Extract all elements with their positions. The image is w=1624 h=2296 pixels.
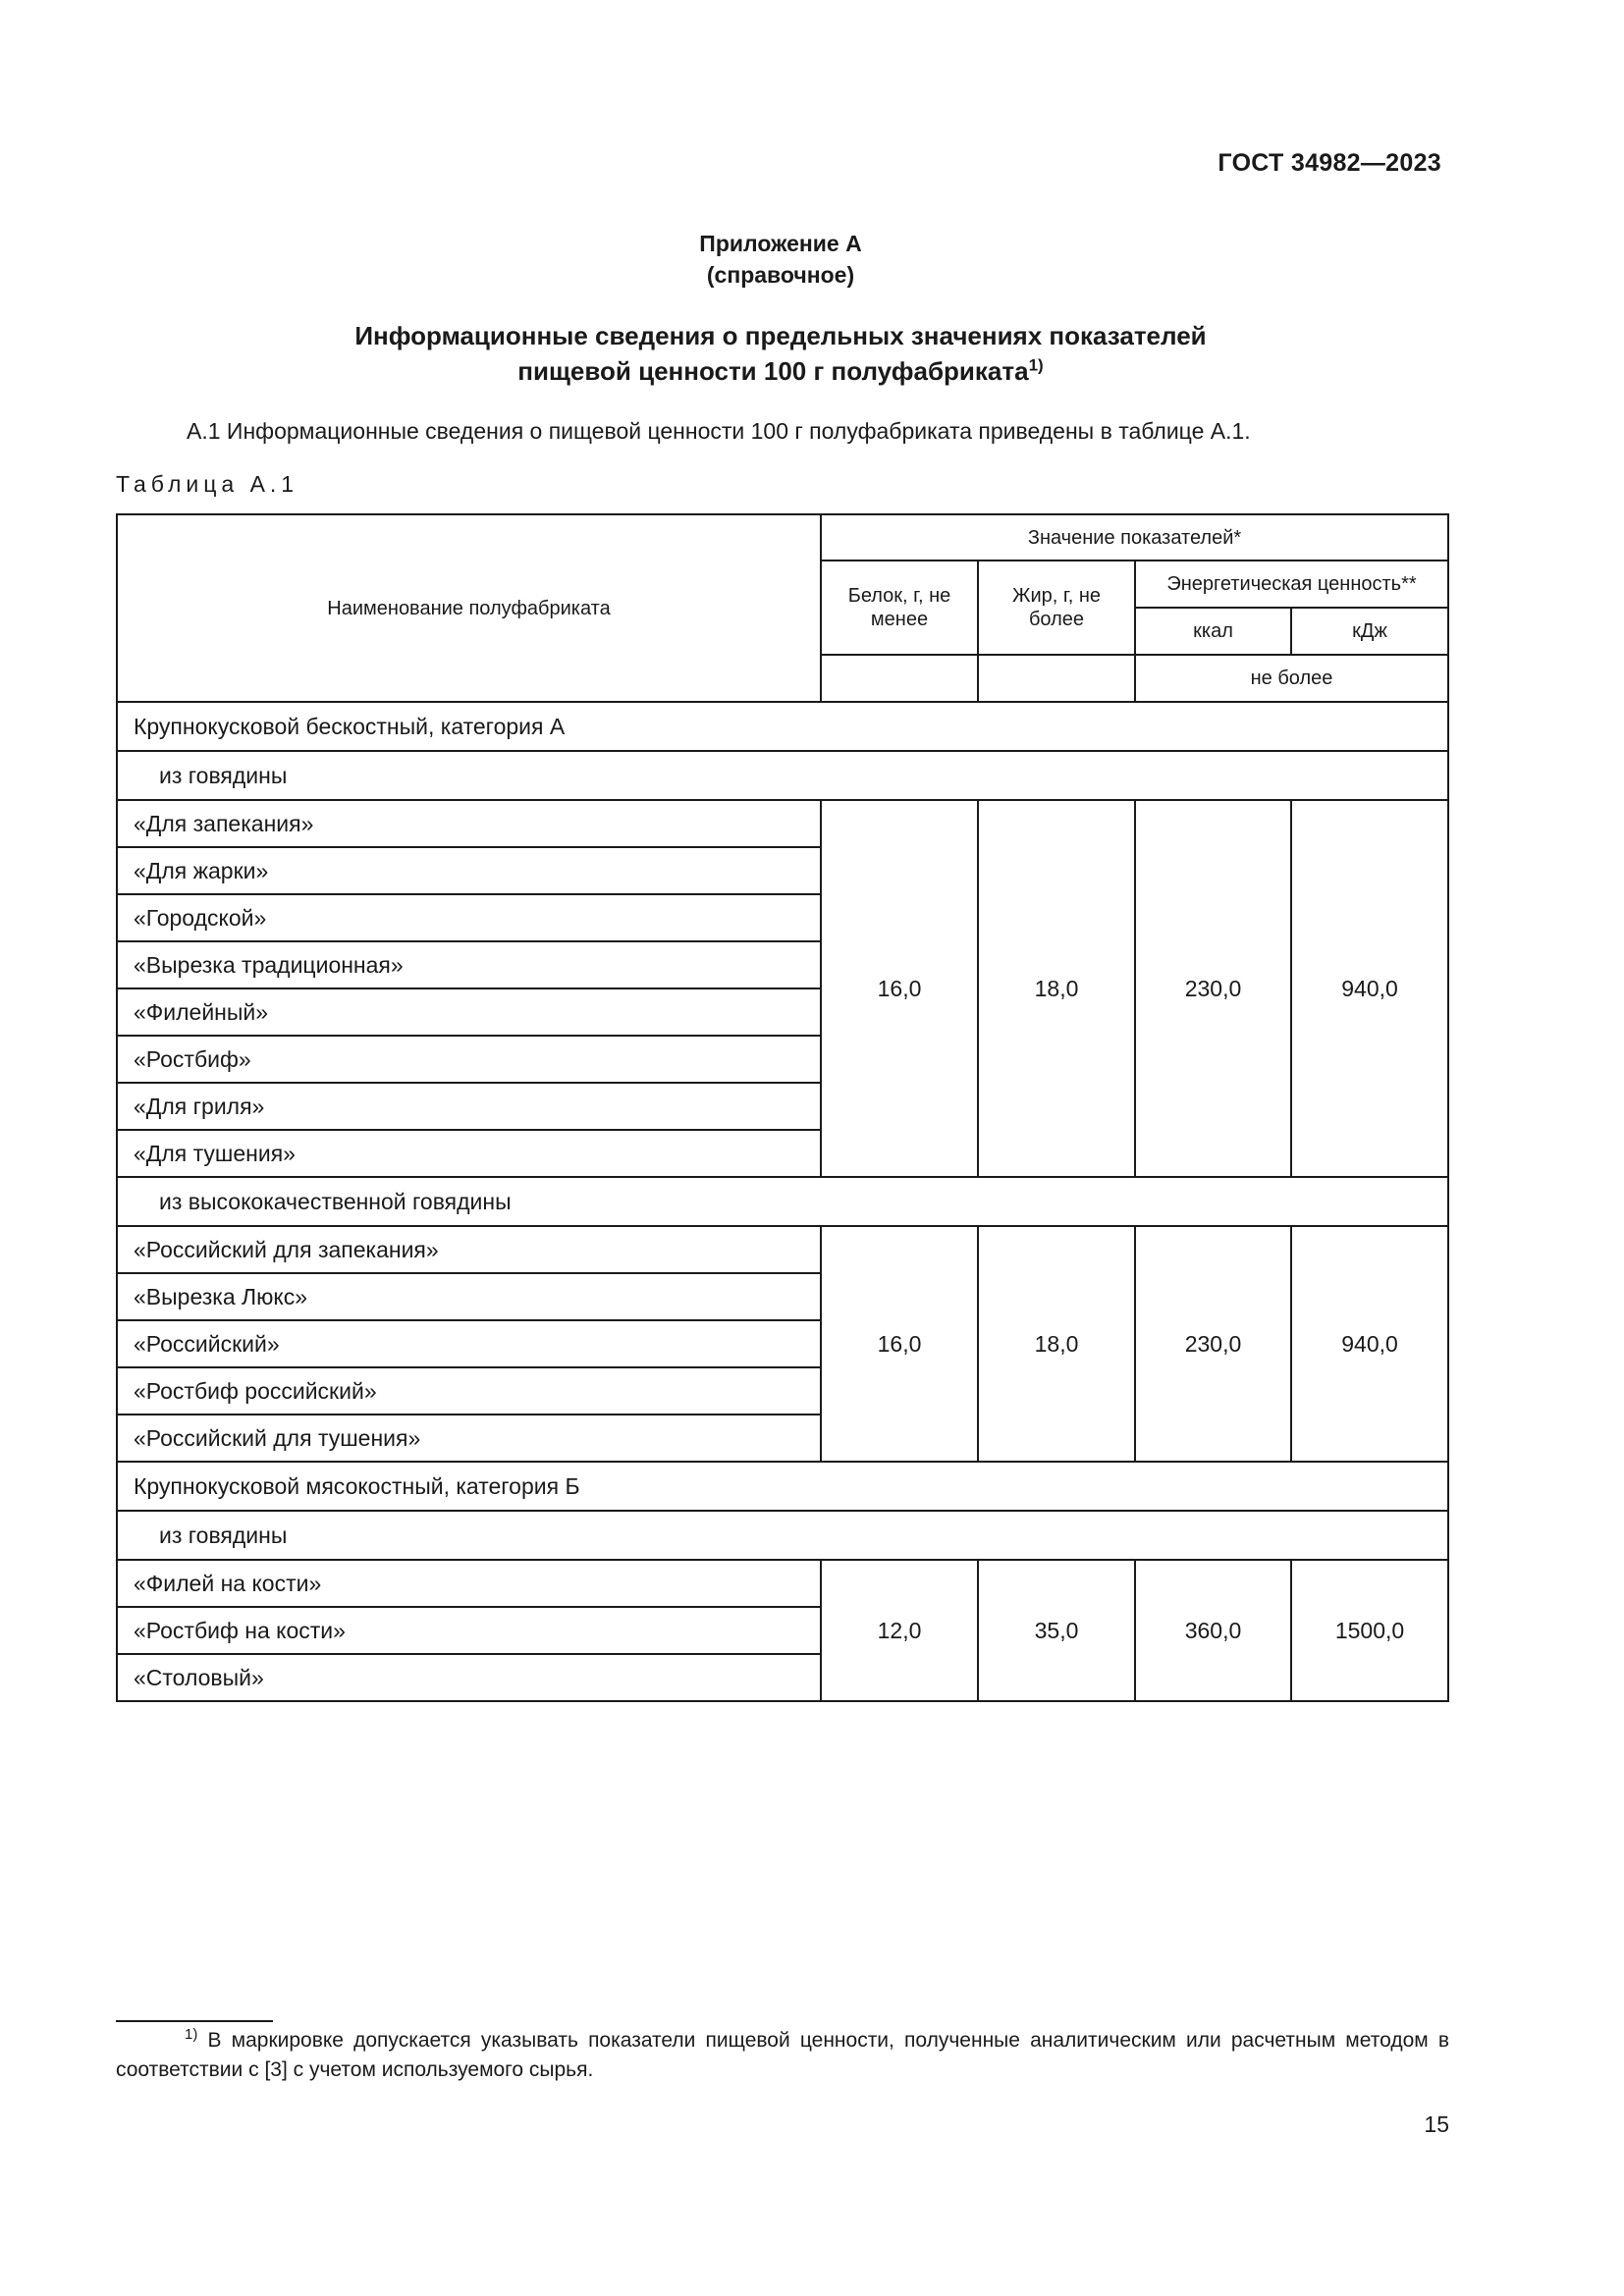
product-name: «Вырезка традиционная» bbox=[117, 941, 821, 988]
product-name: «Столовый» bbox=[117, 1654, 821, 1701]
product-name: «Для жарки» bbox=[117, 847, 821, 894]
footnote bbox=[116, 2026, 1449, 2085]
header-fat-text: Жир, г, не более bbox=[1011, 585, 1101, 630]
product-name: «Ростбиф на кости» bbox=[117, 1607, 821, 1654]
appendix-title: Приложение А bbox=[699, 231, 862, 256]
section-heading bbox=[0, 318, 1561, 389]
header-protein-text: Белок, г, не менее bbox=[847, 585, 951, 630]
heading-line-2-text: пищевой ценности 100 г полуфабриката bbox=[517, 356, 1029, 386]
product-name: «Для гриля» bbox=[117, 1083, 821, 1130]
header-protein bbox=[821, 561, 978, 655]
fat-value: 18,0 bbox=[978, 1226, 1135, 1462]
protein-value: 12,0 bbox=[821, 1560, 978, 1701]
product-name: «Ростбиф» bbox=[117, 1036, 821, 1083]
header-energy: Энергетическая ценность** bbox=[1135, 561, 1448, 608]
header-kj: кДж bbox=[1291, 608, 1448, 655]
footnote-mark: 1) bbox=[185, 2026, 198, 2043]
footnote-text: В маркировке допускается указывать показатели пищевой ценности, полученные аналитическим или расчетным методом в соответствии с [3] с учетом используемого сырья. bbox=[116, 2029, 1449, 2081]
header-fat bbox=[978, 561, 1135, 655]
header-kcal: ккал bbox=[1135, 608, 1291, 655]
category-row: Крупнокусковой бескостный, категория А bbox=[117, 702, 1448, 751]
kcal-value: 230,0 bbox=[1135, 800, 1291, 1177]
product-name: «Для тушения» bbox=[117, 1130, 821, 1177]
product-name: «Для запекания» bbox=[117, 800, 821, 847]
fat-value: 35,0 bbox=[978, 1560, 1135, 1701]
subcategory-row: из говядины bbox=[117, 1511, 1448, 1560]
subcategory-row: из высококачественной говядины bbox=[117, 1177, 1448, 1226]
header-not-more: не более bbox=[1135, 655, 1448, 702]
product-name: «Ростбиф российский» bbox=[117, 1367, 821, 1415]
heading-footnote-mark: 1) bbox=[1028, 355, 1044, 375]
table-caption: Таблица А.1 bbox=[116, 471, 299, 497]
product-name: «Российский» bbox=[117, 1320, 821, 1367]
kj-value: 940,0 bbox=[1291, 800, 1448, 1177]
kcal-value: 360,0 bbox=[1135, 1560, 1291, 1701]
product-name: «Вырезка Люкс» bbox=[117, 1273, 821, 1320]
category-row: Крупнокусковой мясокостный, категория Б bbox=[117, 1462, 1448, 1511]
product-name: «Российский для запекания» bbox=[117, 1226, 821, 1273]
kj-value: 940,0 bbox=[1291, 1226, 1448, 1462]
subcategory-row: из говядины bbox=[117, 751, 1448, 800]
kj-value: 1500,0 bbox=[1291, 1560, 1448, 1701]
protein-value: 16,0 bbox=[821, 1226, 978, 1462]
appendix-heading bbox=[0, 228, 1561, 291]
appendix-type: (справочное) bbox=[706, 262, 855, 288]
product-name: «Городской» bbox=[117, 894, 821, 941]
product-name: «Филейный» bbox=[117, 988, 821, 1036]
protein-value: 16,0 bbox=[821, 800, 978, 1177]
product-name: «Филей на кости» bbox=[117, 1560, 821, 1607]
header-values: Значение показателей* bbox=[821, 514, 1448, 561]
heading-line-2 bbox=[0, 353, 1561, 389]
header-name: Наименование полуфабриката bbox=[117, 514, 821, 702]
document-code: ГОСТ 34982—2023 bbox=[1218, 149, 1441, 177]
heading-line-1: Информационные сведения о предельных значениях показателей bbox=[354, 321, 1207, 350]
fat-value: 18,0 bbox=[978, 800, 1135, 1177]
intro-paragraph: А.1 Информационные сведения о пищевой ценности 100 г полуфабриката приведены в таблице А.1. bbox=[187, 418, 1251, 444]
kcal-value: 230,0 bbox=[1135, 1226, 1291, 1462]
page-number: 15 bbox=[1424, 2111, 1449, 2137]
footnote-divider bbox=[116, 2020, 273, 2022]
nutrition-table bbox=[116, 513, 1449, 1702]
product-name: «Российский для тушения» bbox=[117, 1415, 821, 1462]
